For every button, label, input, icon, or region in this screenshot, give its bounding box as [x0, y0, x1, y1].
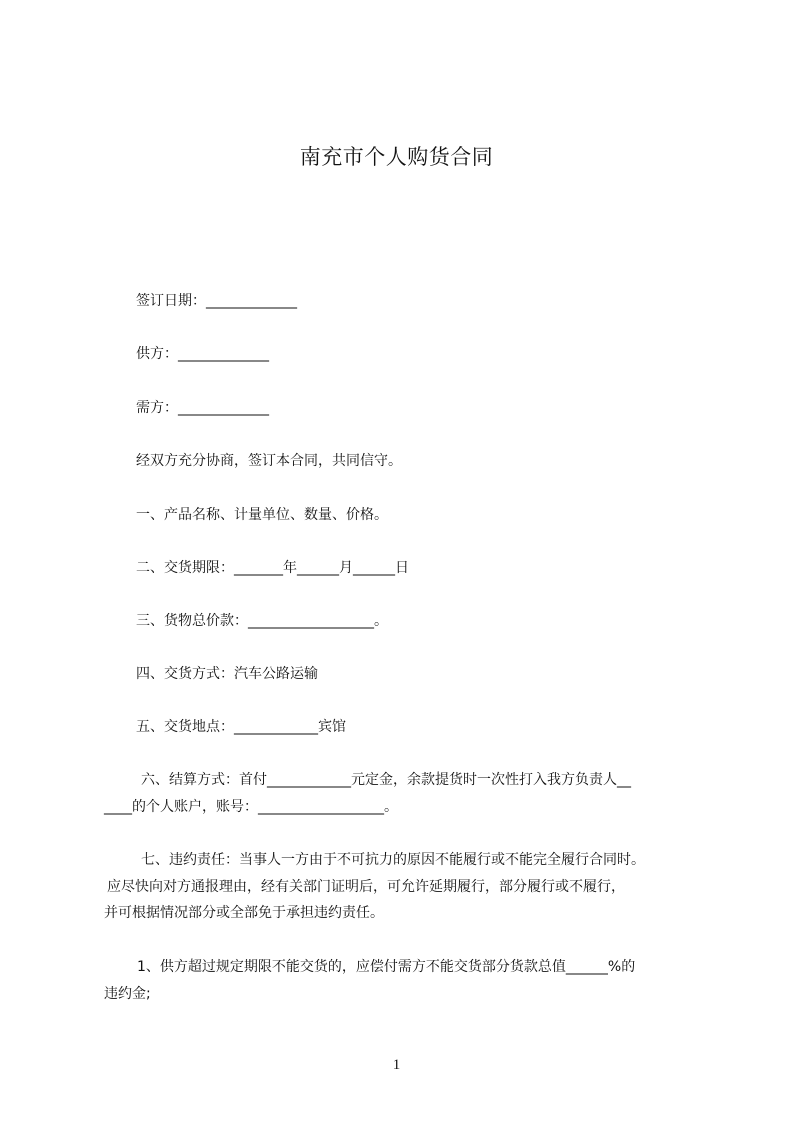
buyer-line: 需方：_____________	[136, 400, 269, 416]
item-6-line-1: 六、结算方式：首付____________元定金，余款提货时一次性打入我方负责人__	[141, 772, 631, 788]
item-6-paragraph	[104, 767, 704, 820]
clause-1-line-2: 违约金;	[104, 985, 151, 1002]
item-5-text: 五、交货地点：____________宾馆	[136, 719, 346, 735]
item-6-line-2: ____的个人账户，账号：__________________。	[104, 798, 398, 815]
clause-1-paragraph	[104, 954, 704, 1007]
item-1-text: 一、产品名称、计量单位、数量、价格。	[136, 507, 388, 523]
item-7-line-3: 并可根据情况部分或全部免于承担违约责任。	[104, 905, 384, 921]
supplier-line: 供方：_____________	[136, 346, 269, 362]
item-3-text: 三、货物总价款：__________________。	[136, 613, 388, 629]
preamble-text: 经双方充分协商，签订本合同，共同信守。	[136, 453, 402, 469]
item-7-line-1: 七、违约责任：当事人一方由于不可抗力的原因不能履行或不能完全履行合同时。	[141, 852, 645, 868]
item-2-text: 二、交货期限：_______年______月______日	[136, 560, 409, 576]
document-title: 南充市个人购货合同	[299, 145, 494, 169]
page-number: 1	[392, 1057, 401, 1073]
clause-1-line-1: 1、供方超过规定期限不能交货的，应偿付需方不能交货部分货款总值______%的	[137, 959, 636, 975]
sign-date-line: 签订日期：_____________	[136, 293, 297, 309]
item-7-line-2: 应尽快向对方通报理由，经有关部门证明后，可允许延期履行，部分履行或不履行，	[107, 878, 625, 895]
item-7-paragraph	[104, 847, 704, 927]
item-4-text: 四、交货方式：汽车公路运输	[136, 666, 318, 682]
